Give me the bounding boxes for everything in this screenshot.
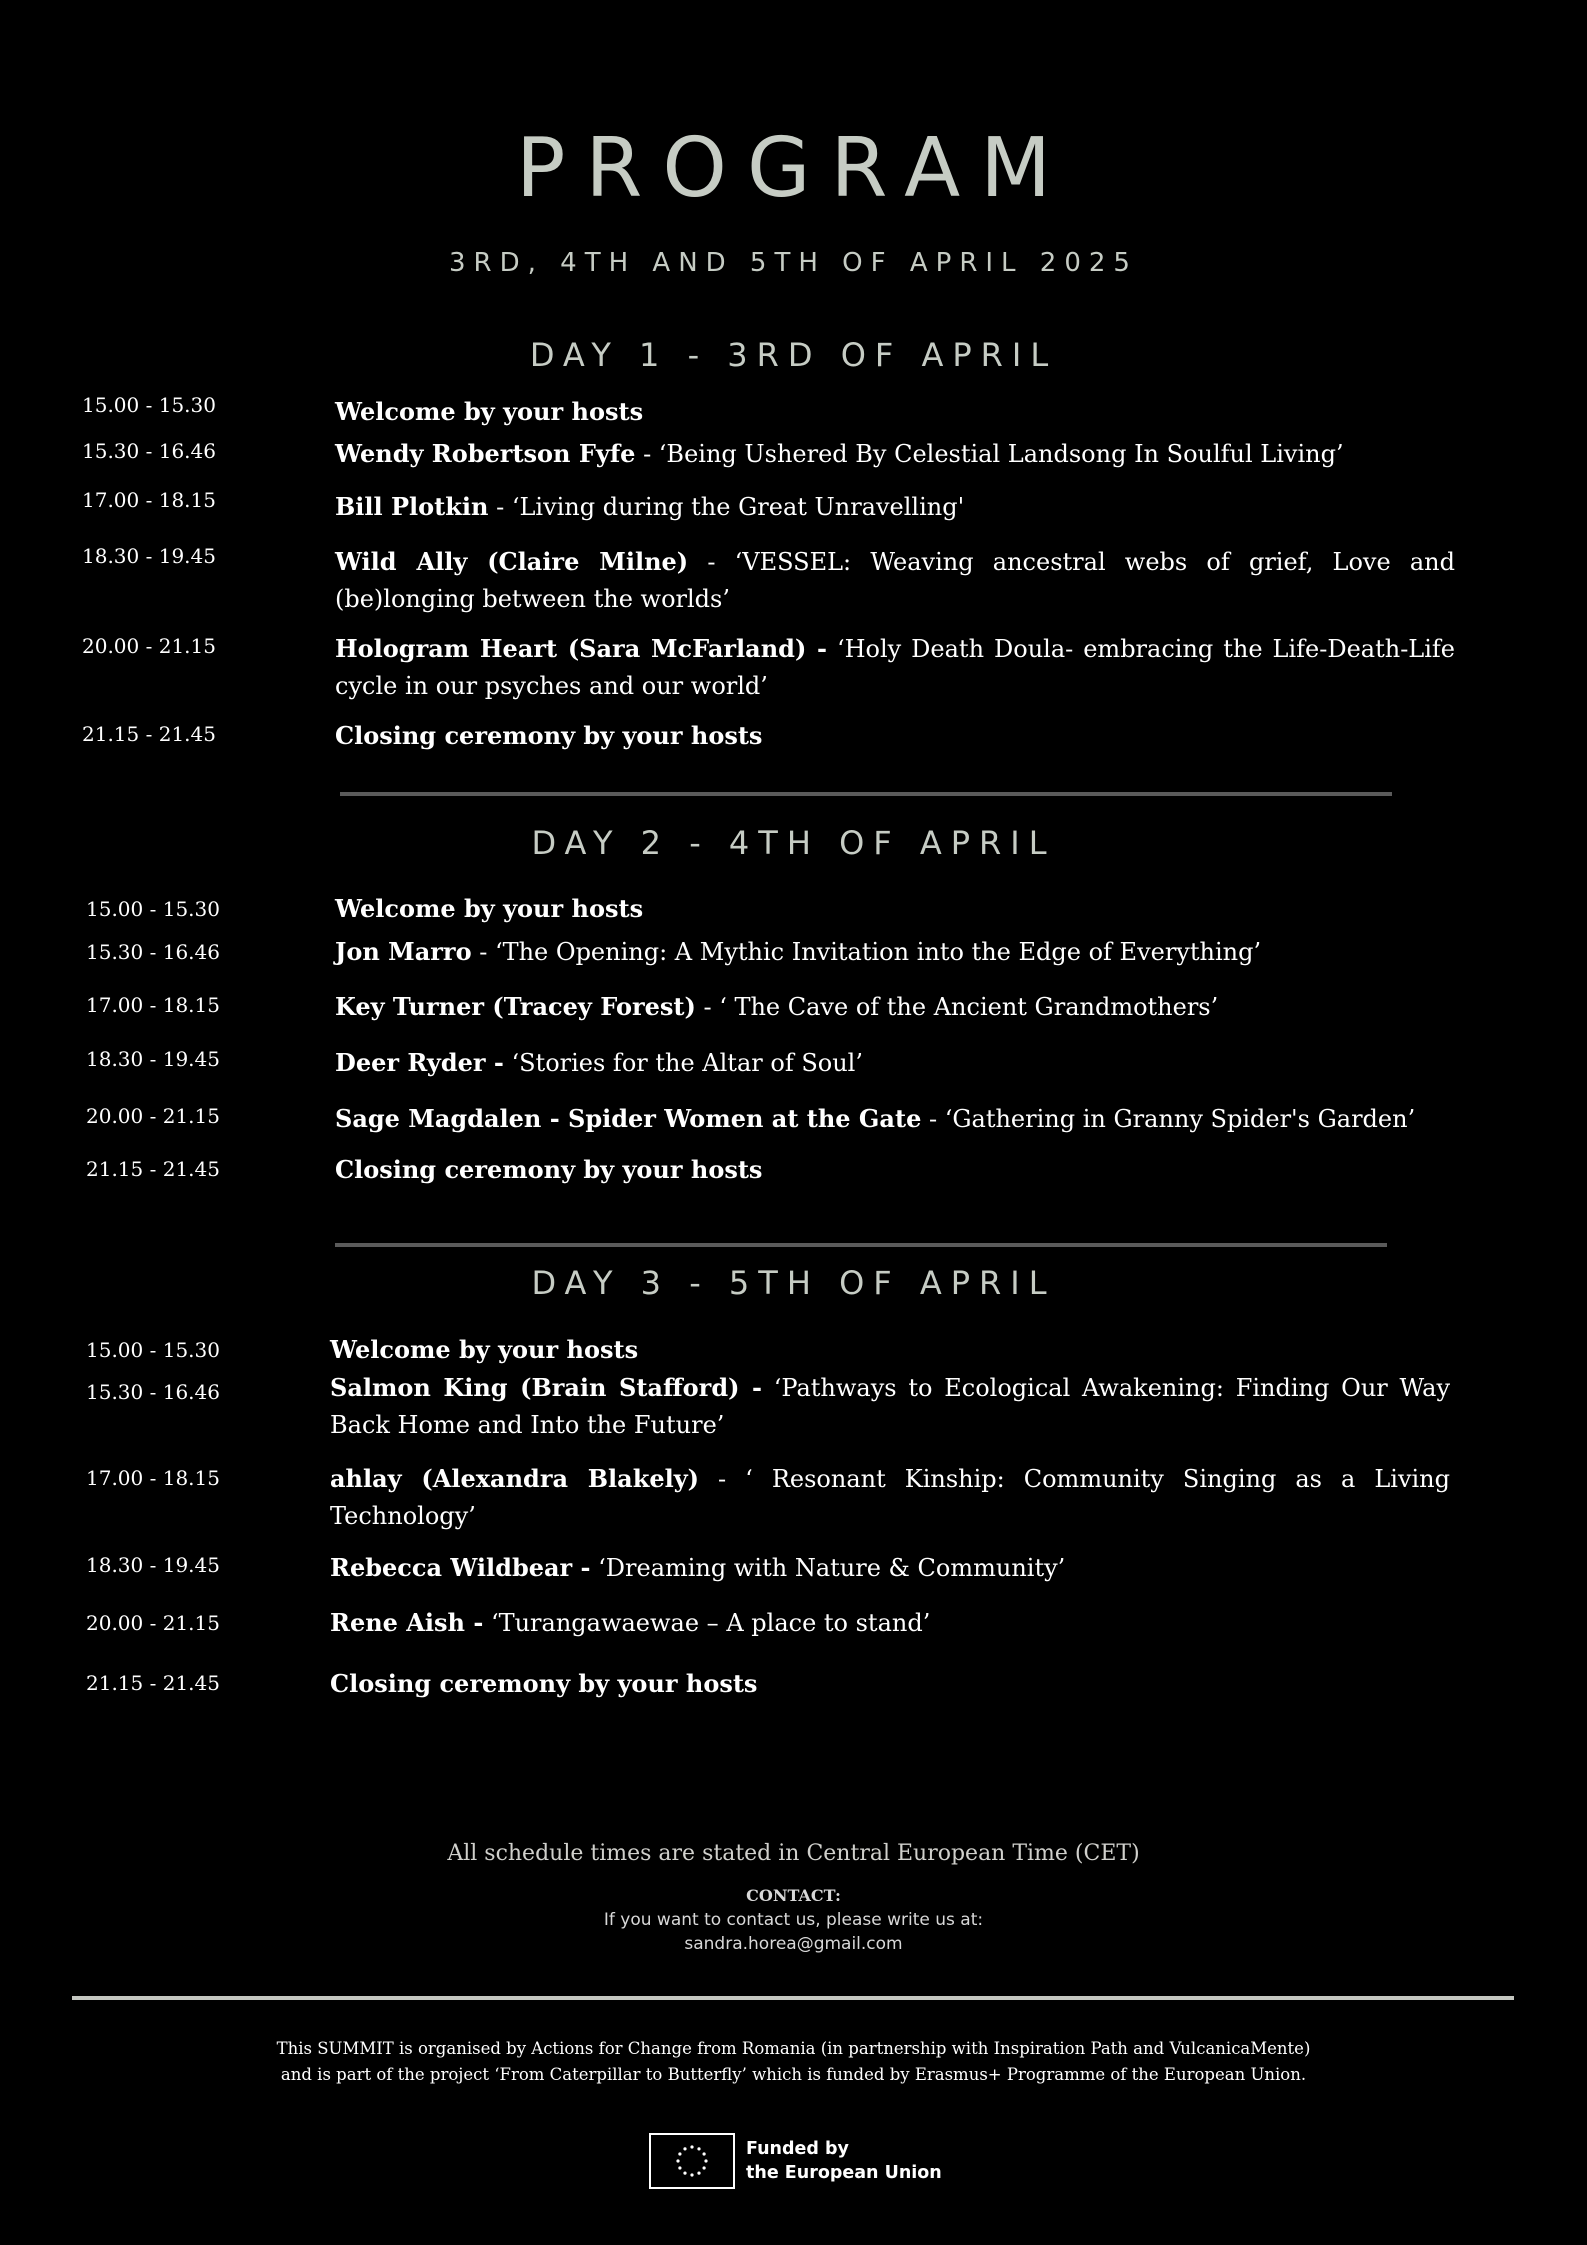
session-speaker: Welcome by your hosts xyxy=(330,1335,639,1364)
session-time: 20.00 - 21.15 xyxy=(86,1104,220,1128)
session-time: 18.30 - 19.45 xyxy=(86,1553,220,1577)
session-speaker: ahlay (Alexandra Blakely) xyxy=(330,1464,700,1493)
session-speaker: Closing ceremony by your hosts xyxy=(330,1669,758,1698)
eu-funding-text xyxy=(746,2137,942,2185)
session-speaker: Jon Marro xyxy=(335,937,472,966)
contact-email[interactable]: sandra.horea@gmail.com xyxy=(684,1934,903,1954)
session-time: 21.15 - 21.45 xyxy=(86,1157,220,1181)
session-title: - ‘VESSEL: Weaving ancestral webs of grief, Love and (be)longing between the worlds’ xyxy=(335,548,1455,613)
footer-divider xyxy=(72,1996,1514,2000)
session-speaker: Closing ceremony by your hosts xyxy=(335,721,763,750)
day-1-heading: DAY 1 - 3RD OF APRIL xyxy=(529,336,1058,374)
session-speaker: Key Turner (Tracey Forest) xyxy=(335,992,696,1021)
session-title: ‘Dreaming with Nature & Community’ xyxy=(590,1554,1066,1582)
session-time: 20.00 - 21.15 xyxy=(86,1611,220,1635)
session-title: - ‘ The Cave of the Ancient Grandmothers’ xyxy=(695,993,1219,1021)
eu-flag-icon xyxy=(649,2133,735,2189)
session-time: 17.00 - 18.15 xyxy=(86,993,220,1017)
contact-text: If you want to contact us, please write us at: xyxy=(603,1910,984,1930)
session-title: ‘Holy Death Doula- embracing the Life-Death-Life cycle in our psyches and our world’ xyxy=(335,635,1456,700)
session-title: ‘Stories for the Altar of Soul’ xyxy=(503,1049,863,1077)
eu-line-1: Funded by xyxy=(746,2139,849,2159)
session-time: 18.30 - 19.45 xyxy=(82,544,216,568)
event-dates: 3RD, 4TH AND 5TH OF APRIL 2025 xyxy=(449,248,1138,278)
session-title: ‘Turangawaewae – A place to stand’ xyxy=(483,1609,931,1637)
session-title: - ‘ Resonant Kinship: Community Singing as a Living Technology’ xyxy=(330,1465,1450,1530)
session-speaker: Rebecca Wildbear - xyxy=(330,1553,591,1582)
session-time: 15.00 - 15.30 xyxy=(86,1338,220,1362)
organiser-line-2: and is part of the project ‘From Caterpillar to Butterfly’ which is funded by Erasmus+ Programme of the European Union. xyxy=(280,2065,1307,2084)
contact-label: CONTACT: xyxy=(746,1886,841,1905)
session-title: - ‘Being Ushered By Celestial Landsong In Soulful Living’ xyxy=(635,440,1344,468)
page-title: PROGRAM xyxy=(515,121,1071,216)
session-time: 15.30 - 16.46 xyxy=(86,940,220,964)
session-time: 20.00 - 21.15 xyxy=(82,634,216,658)
session-speaker: Rene Aish - xyxy=(330,1608,484,1637)
timezone-note: All schedule times are stated in Central European Time (CET) xyxy=(447,1841,1140,1866)
day-2-heading: DAY 2 - 4TH OF APRIL xyxy=(531,824,1056,862)
session-title: - ‘Living during the Great Unravelling' xyxy=(488,493,965,521)
session-time: 21.15 - 21.45 xyxy=(82,722,216,746)
session-speaker: Bill Plotkin xyxy=(335,492,489,521)
session-speaker: Closing ceremony by your hosts xyxy=(335,1155,763,1184)
eu-line-2: the European Union xyxy=(746,2163,942,2183)
session-title: - ‘The Opening: A Mythic Invitation into the Edge of Everything’ xyxy=(471,938,1262,966)
session-time: 15.00 - 15.30 xyxy=(86,897,220,921)
session-title: - ‘Gathering in Granny Spider's Garden’ xyxy=(921,1105,1416,1133)
session-speaker: Deer Ryder - xyxy=(335,1048,504,1077)
session-speaker: Welcome by your hosts xyxy=(335,894,644,923)
session-speaker: Welcome by your hosts xyxy=(335,397,644,426)
session-speaker: Hologram Heart (Sara McFarland) - xyxy=(335,634,827,663)
session-time: 18.30 - 19.45 xyxy=(86,1047,220,1071)
session-time: 15.30 - 16.46 xyxy=(86,1380,220,1404)
session-title: ‘Pathways to Ecological Awakening: Finding Our Way Back Home and Into the Future’ xyxy=(330,1374,1450,1439)
section-divider xyxy=(340,792,1392,796)
session-time: 15.30 - 16.46 xyxy=(82,439,216,463)
session-speaker: Wendy Robertson Fyfe xyxy=(335,439,636,468)
session-speaker: Salmon King (Brain Stafford) - xyxy=(330,1373,762,1402)
contact-block xyxy=(0,1884,1587,1956)
session-speaker: Wild Ally (Claire Milne) xyxy=(335,547,689,576)
day-3-heading: DAY 3 - 5TH OF APRIL xyxy=(531,1264,1056,1302)
section-divider xyxy=(335,1243,1387,1247)
session-time: 17.00 - 18.15 xyxy=(86,1466,220,1490)
session-time: 15.00 - 15.30 xyxy=(82,393,216,417)
session-time: 17.00 - 18.15 xyxy=(82,488,216,512)
organiser-line-1: This SUMMIT is organised by Actions for Change from Romania (in partnership with Inspiration Path and VulcanicaMente) xyxy=(276,2039,1311,2058)
session-speaker: Sage Magdalen - Spider Women at the Gate xyxy=(335,1104,922,1133)
session-time: 21.15 - 21.45 xyxy=(86,1671,220,1695)
organiser-note xyxy=(0,2036,1587,2088)
